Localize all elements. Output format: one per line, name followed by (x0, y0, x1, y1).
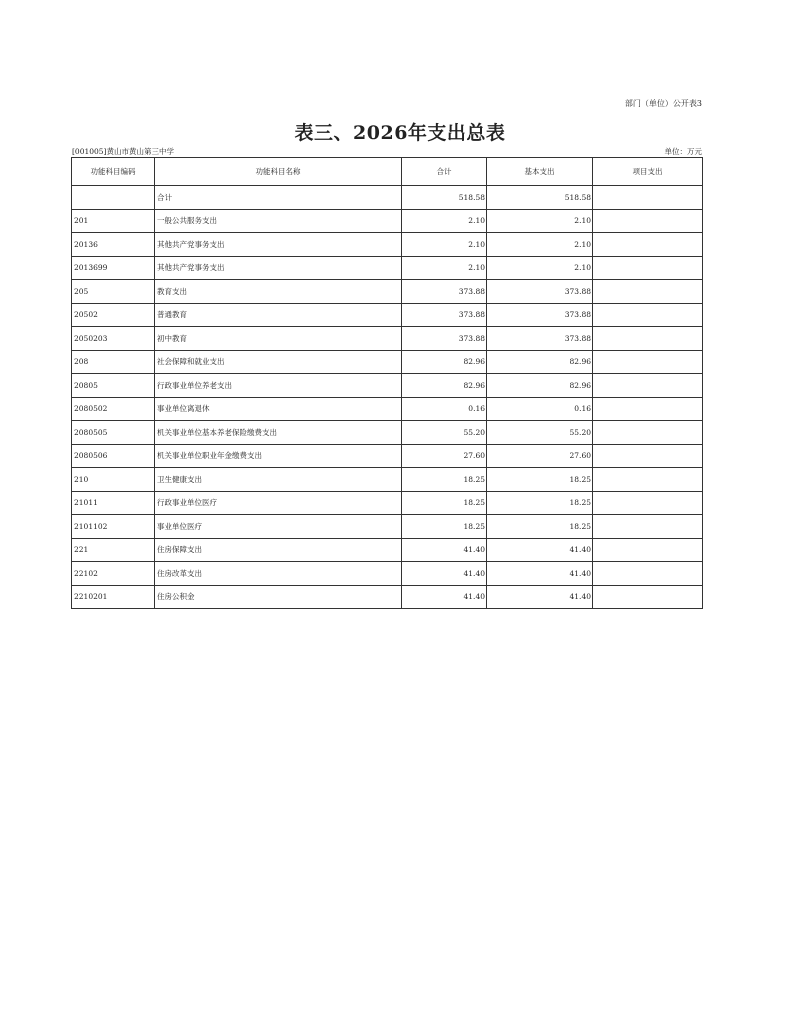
cell-code: 20502 (72, 303, 155, 327)
table-row (72, 256, 703, 280)
cell-code: 205 (72, 280, 155, 304)
cell-total: 27.60 (402, 444, 487, 468)
cell-project (593, 209, 703, 233)
cell-project (593, 562, 703, 586)
table-row (72, 280, 703, 304)
cell-total: 18.25 (402, 515, 487, 539)
table-row (72, 233, 703, 257)
cell-project (593, 421, 703, 445)
cell-name: 初中教育 (155, 327, 402, 351)
form-number-note: 部门（单位）公开表3 (624, 99, 702, 108)
cell-code: 2080506 (72, 444, 155, 468)
cell-total: 518.58 (402, 186, 487, 210)
cell-project (593, 538, 703, 562)
cell-total: 2.10 (402, 256, 487, 280)
table-row (72, 468, 703, 492)
cell-name: 其他共产党事务支出 (155, 233, 402, 257)
table-row (72, 538, 703, 562)
cell-name: 机关事业单位基本养老保险缴费支出 (155, 421, 402, 445)
cell-basic: 2.10 (487, 256, 593, 280)
cell-name: 行政事业单位养老支出 (155, 374, 402, 398)
cell-code: 2210201 (72, 585, 155, 609)
column-header-name: 功能科目名称 (155, 158, 402, 186)
cell-basic: 2.10 (487, 209, 593, 233)
table-row (72, 350, 703, 374)
cell-total: 373.88 (402, 280, 487, 304)
table-row (72, 562, 703, 586)
column-header-project: 项目支出 (593, 158, 703, 186)
cell-name: 住房保障支出 (155, 538, 402, 562)
cell-code (72, 186, 155, 210)
cell-code: 221 (72, 538, 155, 562)
cell-project (593, 233, 703, 257)
cell-code: 201 (72, 209, 155, 233)
cell-basic: 2.10 (487, 233, 593, 257)
cell-project (593, 280, 703, 304)
cell-basic: 41.40 (487, 562, 593, 586)
table-row (72, 209, 703, 233)
cell-code: 2050203 (72, 327, 155, 351)
cell-basic: 18.25 (487, 515, 593, 539)
cell-name: 其他共产党事务支出 (155, 256, 402, 280)
table-header-row (72, 158, 703, 186)
cell-total: 41.40 (402, 538, 487, 562)
table-row (72, 186, 703, 210)
cell-total: 373.88 (402, 327, 487, 351)
column-header-code: 功能科目编码 (72, 158, 155, 186)
cell-project (593, 186, 703, 210)
cell-basic: 0.16 (487, 397, 593, 421)
cell-total: 18.25 (402, 491, 487, 515)
cell-basic: 373.88 (487, 327, 593, 351)
cell-name: 合计 (155, 186, 402, 210)
cell-total: 82.96 (402, 374, 487, 398)
page-title: 表三、2026年支出总表 (294, 122, 506, 144)
cell-project (593, 374, 703, 398)
cell-total: 2.10 (402, 209, 487, 233)
cell-project (593, 491, 703, 515)
cell-code: 210 (72, 468, 155, 492)
cell-total: 0.16 (402, 397, 487, 421)
cell-basic: 518.58 (487, 186, 593, 210)
cell-name: 一般公共服务支出 (155, 209, 402, 233)
cell-name: 教育支出 (155, 280, 402, 304)
cell-code: 20136 (72, 233, 155, 257)
cell-total: 41.40 (402, 562, 487, 586)
cell-project (593, 444, 703, 468)
cell-total: 18.25 (402, 468, 487, 492)
cell-code: 2013699 (72, 256, 155, 280)
cell-project (593, 468, 703, 492)
cell-total: 373.88 (402, 303, 487, 327)
cell-code: 20805 (72, 374, 155, 398)
column-header-basic: 基本支出 (487, 158, 593, 186)
cell-code: 2080505 (72, 421, 155, 445)
cell-basic: 18.25 (487, 491, 593, 515)
cell-total: 41.40 (402, 585, 487, 609)
cell-name: 社会保障和就业支出 (155, 350, 402, 374)
column-header-total: 合计 (402, 158, 487, 186)
cell-code: 22102 (72, 562, 155, 586)
currency-unit: 单位：万元 (664, 147, 702, 156)
table-row (72, 491, 703, 515)
table-row (72, 421, 703, 445)
cell-project (593, 327, 703, 351)
expenditure-table (71, 157, 703, 609)
cell-project (593, 256, 703, 280)
cell-basic: 373.88 (487, 280, 593, 304)
cell-basic: 373.88 (487, 303, 593, 327)
cell-total: 55.20 (402, 421, 487, 445)
table-row (72, 327, 703, 351)
cell-code: 208 (72, 350, 155, 374)
table-row (72, 585, 703, 609)
unit-name: [001005]黄山市黄山第三中学 (72, 147, 174, 156)
cell-project (593, 350, 703, 374)
cell-name: 机关事业单位职业年金缴费支出 (155, 444, 402, 468)
cell-basic: 55.20 (487, 421, 593, 445)
cell-project (593, 397, 703, 421)
table-row (72, 515, 703, 539)
cell-basic: 27.60 (487, 444, 593, 468)
table-row (72, 303, 703, 327)
table-row (72, 397, 703, 421)
cell-basic: 18.25 (487, 468, 593, 492)
cell-code: 2101102 (72, 515, 155, 539)
cell-project (593, 515, 703, 539)
cell-name: 行政事业单位医疗 (155, 491, 402, 515)
table-row (72, 444, 703, 468)
cell-basic: 41.40 (487, 585, 593, 609)
cell-project (593, 303, 703, 327)
cell-code: 2080502 (72, 397, 155, 421)
cell-basic: 41.40 (487, 538, 593, 562)
table-body (72, 186, 703, 609)
cell-name: 普通教育 (155, 303, 402, 327)
cell-total: 2.10 (402, 233, 487, 257)
cell-total: 82.96 (402, 350, 487, 374)
cell-name: 住房改革支出 (155, 562, 402, 586)
cell-project (593, 585, 703, 609)
cell-basic: 82.96 (487, 374, 593, 398)
table-row (72, 374, 703, 398)
cell-code: 21011 (72, 491, 155, 515)
cell-name: 事业单位医疗 (155, 515, 402, 539)
cell-name: 卫生健康支出 (155, 468, 402, 492)
cell-basic: 82.96 (487, 350, 593, 374)
cell-name: 事业单位离退休 (155, 397, 402, 421)
cell-name: 住房公积金 (155, 585, 402, 609)
